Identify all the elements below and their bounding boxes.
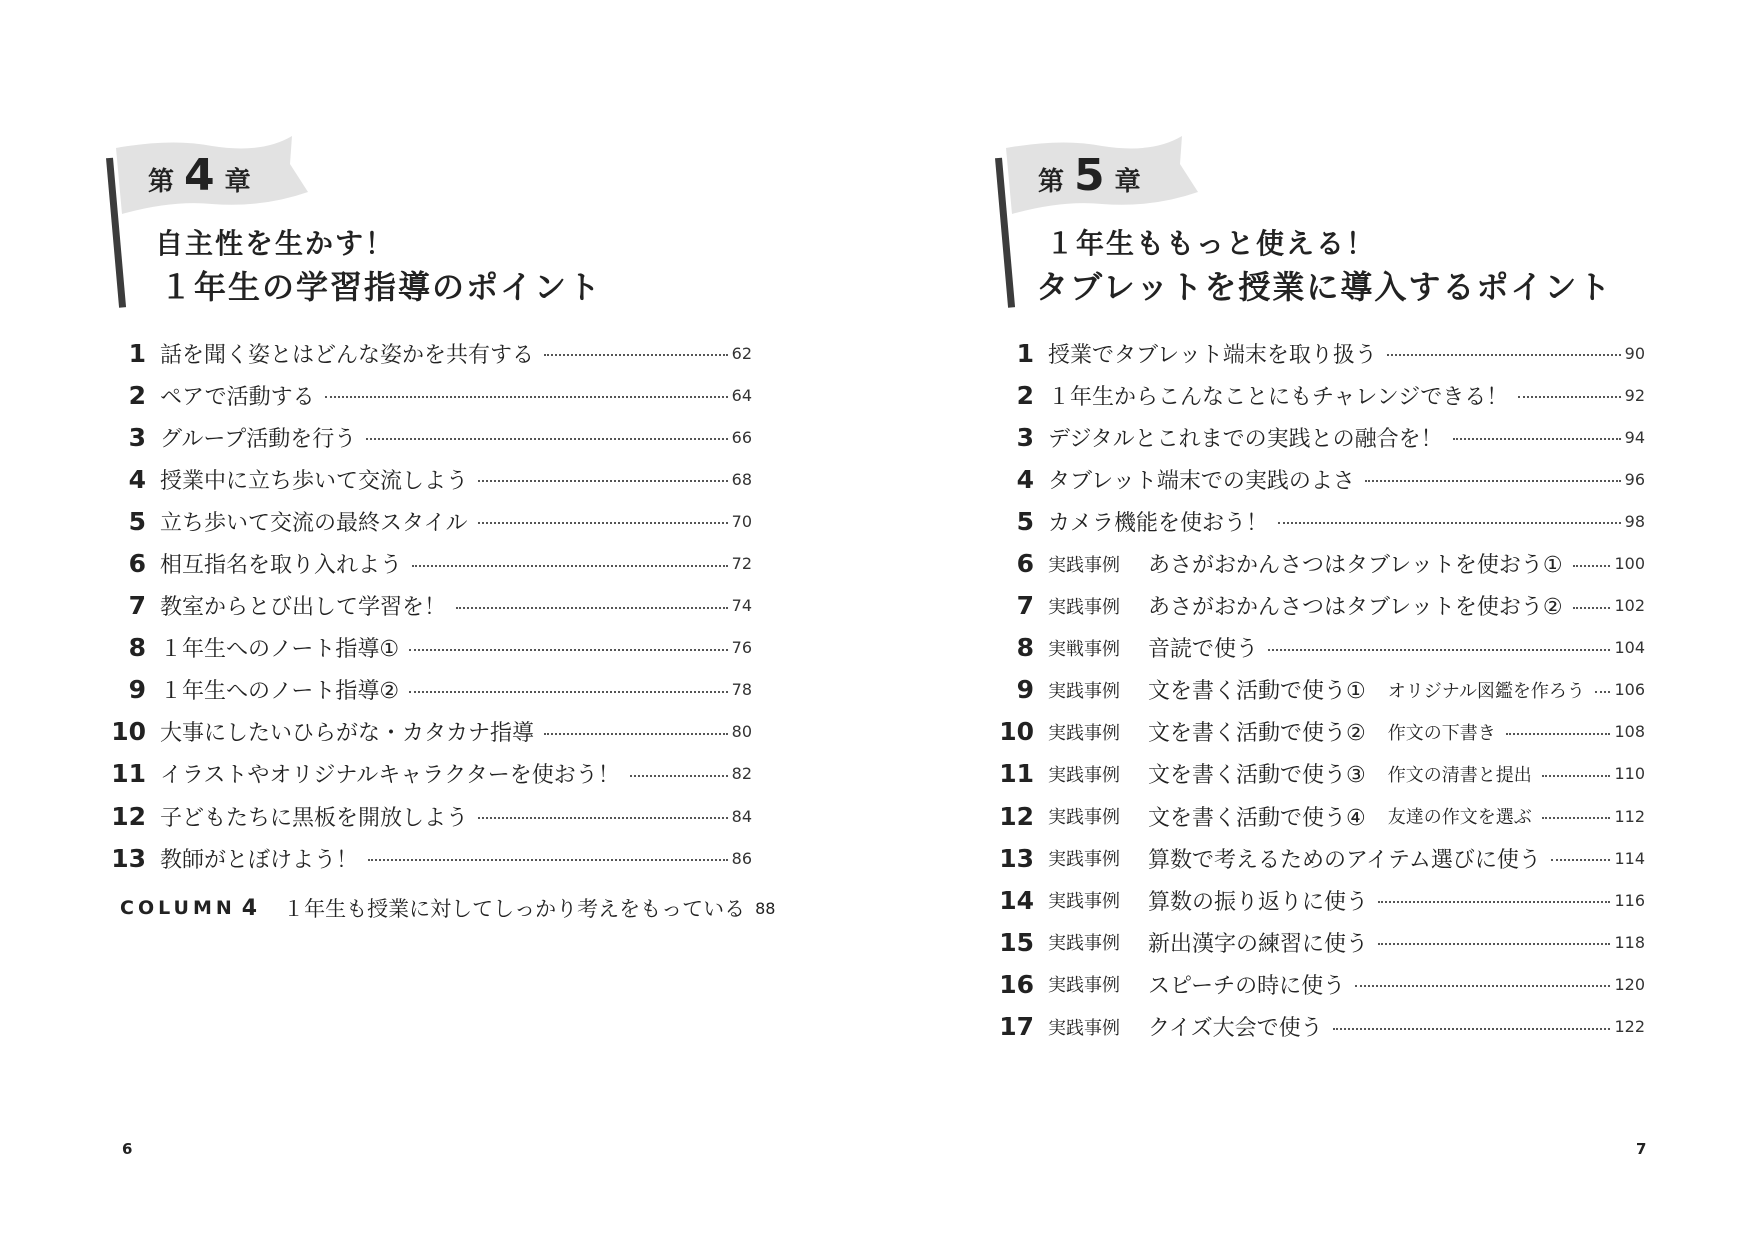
entry-subtitle: 友達の作文を選ぶ xyxy=(1387,807,1532,829)
entry-title: 音読で使う xyxy=(1148,637,1259,663)
entry-number: 2 xyxy=(1016,380,1034,410)
case-badge: 実践事例 xyxy=(1048,722,1120,744)
entry-page: 100 xyxy=(1614,554,1645,574)
entry-number: 11 xyxy=(111,759,146,789)
case-badge: 実践事例 xyxy=(1048,554,1120,576)
entry-page: 68 xyxy=(731,469,752,489)
entry-number: 1 xyxy=(1016,338,1034,368)
entry-title: 立ち歩いて交流の最終スタイル xyxy=(160,510,468,536)
entry-page: 102 xyxy=(1614,596,1645,616)
toc-entry[interactable] xyxy=(1010,500,1645,542)
entry-page: 90 xyxy=(1624,343,1645,363)
entry-title: １年生からこんなことにもチャレンジできる！ xyxy=(1048,384,1509,410)
entry-number: 9 xyxy=(128,675,146,705)
entry-page: 112 xyxy=(1614,806,1645,826)
entry-number: 8 xyxy=(1016,633,1034,663)
left-page xyxy=(0,0,877,1240)
entry-title: あさがおかんさつはタブレットを使おう① xyxy=(1148,553,1563,579)
leader-dots xyxy=(1365,480,1621,482)
entry-page: 118 xyxy=(1614,932,1645,952)
toc-entry[interactable] xyxy=(999,1006,1645,1048)
toc-entry[interactable] xyxy=(999,921,1645,963)
entry-number: 12 xyxy=(999,801,1034,831)
entry-number: 5 xyxy=(1016,506,1034,536)
entry-page: 86 xyxy=(731,848,752,868)
leader-dots xyxy=(1268,649,1610,651)
entry-title: １年生へのノート指導① xyxy=(160,637,400,663)
toc-entry[interactable] xyxy=(1010,585,1645,627)
leader-dots xyxy=(456,607,728,609)
leader-dots xyxy=(478,817,728,819)
entry-number: 3 xyxy=(1016,422,1034,452)
chapter-title-line2: １年生の学習指導のポイント xyxy=(160,268,603,306)
leader-dots xyxy=(1355,985,1610,987)
case-badge: 実践事例 xyxy=(1048,849,1120,871)
leader-dots xyxy=(1573,565,1611,567)
toc-entry[interactable] xyxy=(122,374,752,416)
column-entry[interactable] xyxy=(120,893,776,923)
leader-dots xyxy=(1378,901,1610,903)
entry-number: 4 xyxy=(128,464,146,494)
entry-page: 76 xyxy=(731,638,752,658)
page-number: 7 xyxy=(1636,1140,1647,1158)
case-badge: 実践事例 xyxy=(1048,596,1120,618)
entry-title: 算数の振り返りに使う xyxy=(1148,889,1369,915)
entry-title: スピーチの時に使う xyxy=(1148,973,1346,999)
entry-number: 13 xyxy=(111,843,146,873)
leader-dots xyxy=(409,691,728,693)
entry-number: 13 xyxy=(999,843,1034,873)
entry-title: 教室からとび出して学習を！ xyxy=(160,595,447,621)
toc-list xyxy=(999,332,1645,1048)
toc-entry[interactable] xyxy=(999,711,1645,753)
entry-title: カメラ機能を使おう！ xyxy=(1048,510,1269,536)
entry-page: 122 xyxy=(1614,1017,1645,1037)
toc-entry[interactable] xyxy=(1010,627,1645,669)
chapter-label xyxy=(148,150,251,201)
toc-entry[interactable] xyxy=(122,500,752,542)
entry-page: 106 xyxy=(1614,680,1645,700)
entry-title: あさがおかんさつはタブレットを使おう② xyxy=(1148,595,1563,621)
entry-page: 64 xyxy=(731,385,752,405)
toc-entry[interactable] xyxy=(999,795,1645,837)
entry-page: 110 xyxy=(1614,764,1645,784)
chapter-number: 4 xyxy=(184,150,215,201)
entry-subtitle: 作文の下書き xyxy=(1387,722,1496,744)
toc-entry[interactable] xyxy=(1010,416,1645,458)
case-badge: 実践事例 xyxy=(1048,891,1120,913)
entry-title: クイズ大会で使う xyxy=(1148,1016,1323,1042)
entry-subtitle: オリジナル図鑑を作ろう xyxy=(1387,680,1585,702)
entry-title: 相互指名を取り入れよう xyxy=(160,553,403,579)
entry-number: 1 xyxy=(128,338,146,368)
entry-subtitle: 作文の清書と提出 xyxy=(1387,764,1532,786)
leader-dots xyxy=(1506,733,1611,735)
leader-dots xyxy=(1573,607,1611,609)
entry-page: 94 xyxy=(1624,427,1645,447)
entry-number: 10 xyxy=(111,717,146,747)
leader-dots xyxy=(478,522,728,524)
entry-page: 98 xyxy=(1624,511,1645,531)
leader-dots xyxy=(412,565,728,567)
toc-entry[interactable] xyxy=(999,837,1645,879)
case-badge: 実践事例 xyxy=(1048,680,1120,702)
leader-dots xyxy=(368,859,728,861)
leader-dots xyxy=(1542,817,1611,819)
leader-dots xyxy=(366,438,727,440)
entry-page: 120 xyxy=(1614,974,1645,994)
leader-dots xyxy=(1595,691,1611,693)
entry-title: デジタルとこれまでの実践との融合を！ xyxy=(1048,426,1443,452)
entry-number: 7 xyxy=(1016,591,1034,621)
entry-number: 16 xyxy=(999,969,1034,999)
entry-title: 話を聞く姿とはどんな姿かを共有する xyxy=(160,342,535,368)
entry-page: 104 xyxy=(1614,638,1645,658)
leader-dots xyxy=(1551,859,1611,861)
leader-dots xyxy=(1387,354,1621,356)
entry-title: グループ活動を行う xyxy=(160,426,357,452)
entry-page: 82 xyxy=(731,764,752,784)
leader-dots xyxy=(1333,1028,1611,1030)
case-badge: 実践事例 xyxy=(1048,764,1120,786)
case-badge: 実践事例 xyxy=(1048,807,1120,829)
leader-dots xyxy=(1518,396,1620,398)
chapter-suffix: 章 xyxy=(1114,167,1141,197)
toc-entry[interactable] xyxy=(1010,542,1645,584)
leader-dots xyxy=(1278,522,1621,524)
chapter-title-line1: １年生ももっと使える！ xyxy=(1046,227,1377,260)
leader-dots xyxy=(544,354,728,356)
chapter-title-line1: 自主性を生かす！ xyxy=(155,227,396,260)
leader-dots xyxy=(1453,438,1621,440)
entry-number: 6 xyxy=(128,549,146,579)
entry-title: 教師がとぼけよう！ xyxy=(160,847,359,873)
toc-entry[interactable] xyxy=(1010,458,1645,500)
entry-title: 算数で考えるためのアイテム選びに使う xyxy=(1148,847,1541,873)
chapter-number: 5 xyxy=(1074,150,1105,201)
chapter-suffix: 章 xyxy=(224,167,251,197)
entry-title: 授業でタブレット端末を取り扱う xyxy=(1048,342,1377,368)
toc-entry[interactable] xyxy=(111,711,752,753)
entry-title: イラストやオリジナルキャラクターを使おう！ xyxy=(160,763,620,789)
entry-title: １年生へのノート指導② xyxy=(160,679,400,705)
case-badge: 実践事例 xyxy=(1048,1017,1120,1039)
entry-page: 108 xyxy=(1614,722,1645,742)
toc-entry[interactable] xyxy=(111,837,752,879)
entry-page: 116 xyxy=(1614,890,1645,910)
toc-entry[interactable] xyxy=(999,753,1645,795)
toc-entry[interactable] xyxy=(1010,332,1645,374)
toc-entry[interactable] xyxy=(122,669,752,711)
entry-title: ペアで活動する xyxy=(160,384,315,410)
entry-number: 10 xyxy=(999,717,1034,747)
toc-entry[interactable] xyxy=(122,585,752,627)
column-label: COLUMN xyxy=(120,897,236,919)
column-page: 88 xyxy=(755,898,776,918)
entry-number: 8 xyxy=(128,633,146,663)
entry-page: 114 xyxy=(1614,848,1645,868)
toc-entry[interactable] xyxy=(1010,374,1645,416)
entry-number: 3 xyxy=(128,422,146,452)
toc-entry[interactable] xyxy=(111,753,752,795)
entry-page: 78 xyxy=(731,680,752,700)
entry-title: 新出漢字の練習に使う xyxy=(1148,931,1369,957)
column-number: 4 xyxy=(241,895,258,921)
entry-number: 2 xyxy=(128,380,146,410)
entry-title: 子どもたちに黒板を開放しよう xyxy=(160,805,469,831)
toc-entry[interactable] xyxy=(122,627,752,669)
page-number: 6 xyxy=(122,1140,133,1158)
toc-entry[interactable] xyxy=(111,795,752,837)
entry-page: 92 xyxy=(1624,385,1645,405)
leader-dots xyxy=(1542,775,1611,777)
entry-page: 84 xyxy=(731,806,752,826)
toc-entry[interactable] xyxy=(122,332,752,374)
entry-title: 授業中に立ち歩いて交流しよう xyxy=(160,468,469,494)
entry-number: 9 xyxy=(1016,675,1034,705)
chapter-title-line2: タブレットを授業に導入するポイント xyxy=(1036,268,1613,306)
leader-dots xyxy=(478,480,728,482)
toc-entry[interactable] xyxy=(999,879,1645,921)
entry-number: 4 xyxy=(1016,464,1034,494)
chapter-prefix: 第 xyxy=(148,167,175,197)
leader-dots xyxy=(630,775,728,777)
entry-page: 80 xyxy=(731,722,752,742)
entry-number: 12 xyxy=(111,801,146,831)
leader-dots xyxy=(1378,943,1610,945)
entry-title: 文を書く活動で使う② xyxy=(1148,721,1366,747)
entry-title: 大事にしたいひらがな・カタカナ指導 xyxy=(160,721,535,747)
entry-title: 文を書く活動で使う③ xyxy=(1148,763,1366,789)
entry-number: 6 xyxy=(1016,549,1034,579)
case-badge: 実戦事例 xyxy=(1048,638,1120,660)
entry-page: 72 xyxy=(731,554,752,574)
chapter-prefix: 第 xyxy=(1038,167,1065,197)
column-title: １年生も授業に対してしっかり考えをもっている xyxy=(283,897,746,921)
toc-entry[interactable] xyxy=(122,458,752,500)
toc-entry[interactable] xyxy=(1010,669,1645,711)
toc-entry[interactable] xyxy=(122,542,752,584)
leader-dots xyxy=(409,649,728,651)
entry-page: 62 xyxy=(731,343,752,363)
entry-number: 17 xyxy=(999,1012,1034,1042)
entry-title: 文を書く活動で使う① xyxy=(1148,679,1366,705)
leader-dots xyxy=(325,396,728,398)
entry-number: 14 xyxy=(999,885,1034,915)
entry-page: 70 xyxy=(731,511,752,531)
leader-dots xyxy=(544,733,728,735)
toc-entry[interactable] xyxy=(999,963,1645,1005)
chapter-label xyxy=(1038,150,1141,201)
entry-title: 文を書く活動で使う④ xyxy=(1148,805,1366,831)
entry-page: 66 xyxy=(731,427,752,447)
entry-page: 96 xyxy=(1624,469,1645,489)
case-badge: 実践事例 xyxy=(1048,933,1120,955)
entry-number: 15 xyxy=(999,927,1034,957)
entry-number: 7 xyxy=(128,591,146,621)
toc-list xyxy=(111,332,752,879)
entry-title: タブレット端末での実践のよさ xyxy=(1048,468,1355,494)
case-badge: 実践事例 xyxy=(1048,975,1120,997)
toc-entry[interactable] xyxy=(122,416,752,458)
entry-page: 74 xyxy=(731,596,752,616)
entry-number: 11 xyxy=(999,759,1034,789)
right-page xyxy=(878,0,1755,1240)
entry-number: 5 xyxy=(128,506,146,536)
